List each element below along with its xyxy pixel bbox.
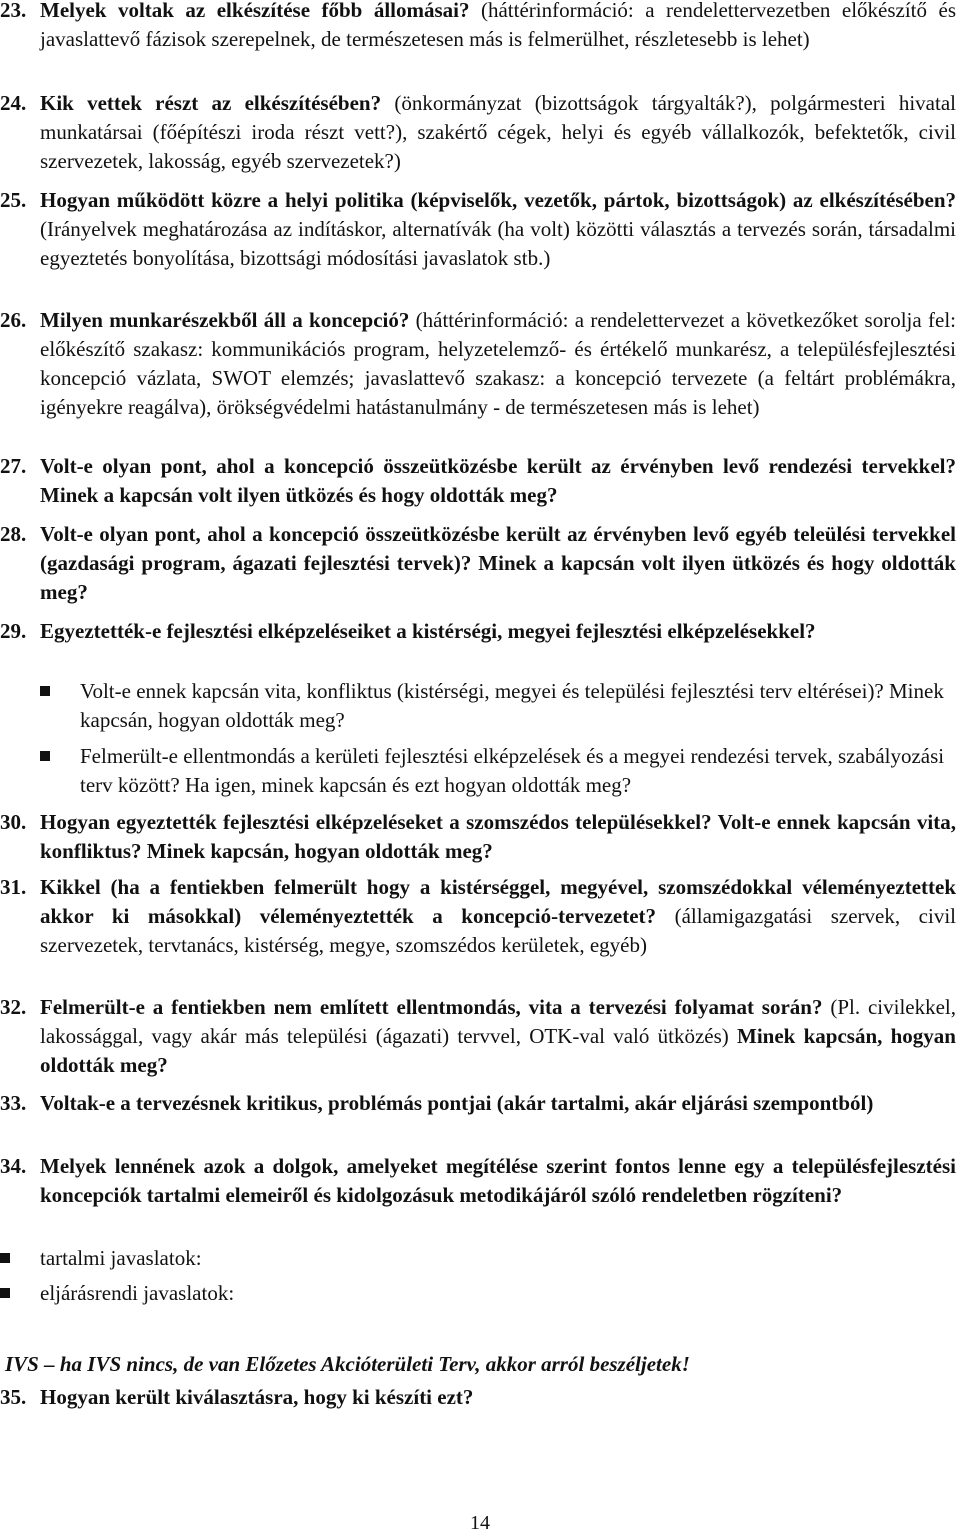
question-text: Hogyan egyeztették fejlesztési elképzeléseket a szomszédos településekkel? Volt-e ennek kapcsán vita, konfliktus? Minek kapcsán, hogyan oldották meg? — [40, 810, 956, 863]
question-text: Hogyan került kiválasztásra, hogy ki készíti ezt? — [40, 1385, 474, 1409]
question-32 — [0, 993, 957, 1080]
sub-item — [80, 742, 956, 800]
question-number: 23. — [0, 0, 27, 22]
square-bullet-icon — [0, 1288, 10, 1298]
question-text: Melyek voltak az elkészítése főbb állomásai? — [40, 0, 470, 22]
question-26 — [0, 306, 956, 422]
question-30 — [0, 808, 956, 866]
square-bullet-icon — [0, 1253, 10, 1263]
question-note: (Irányelvek meghatározása az indításkor, alternatívák (ha volt) közötti választás a tervezés során, társadalmi egyeztetés bonyolítása, bizottsági módosítási javaslatok stb.) — [40, 217, 956, 270]
question-text: Felmerült-e a fentiekben nem említett ellentmondás, vita a tervezési folyamat során? — [40, 995, 823, 1019]
question-text: Milyen munkarészekből áll a koncepció? — [40, 308, 410, 332]
question-28 — [0, 520, 956, 607]
bullet-text: eljárásrendi javaslatok: — [40, 1281, 235, 1305]
question-note: (háttérinformáció: a rendelettervezet a következőket sorolja fel: előkészítő szakasz: kommunikációs program, helyzetelemző- és értékelő munkarész, a településfejlesztési koncepció vázlata, SWOT elemzés; javaslattevő szakasz: a koncepció tervezete (a feltárt problémákra, igényekre reagálva), örökségvédelmi hatástanulmány - de természetesen más is lehet) — [40, 308, 956, 419]
question-number: 33. — [0, 1091, 27, 1115]
question-35 — [0, 1383, 956, 1412]
question-number: 24. — [0, 91, 27, 115]
question-number: 26. — [0, 308, 27, 332]
question-number: 31. — [0, 875, 27, 899]
question-text: Kik vettek részt az elkészítésében? — [40, 91, 382, 115]
question-text: Voltak-e a tervezésnek kritikus, problémás pontjai (akár tartalmi, akár eljárási szempontból) — [40, 1091, 874, 1115]
square-bullet-icon — [40, 686, 50, 696]
sub-item — [80, 677, 956, 735]
question-text: Volt-e olyan pont, ahol a koncepció összeütközésbe került az érvényben levő egyéb teleülési tervekkel (gazdasági program, ágazati fejlesztési tervek)? Minek a kapcsán volt ilyen ütközés és hogy oldották meg? — [40, 522, 956, 604]
section-heading: IVS – ha IVS nincs, de van Előzetes Akcióterületi Terv, akkor arról beszéljetek! — [5, 1352, 690, 1376]
question-number: 30. — [0, 810, 27, 834]
question-34 — [0, 1152, 956, 1210]
question-number: 32. — [0, 995, 27, 1019]
question-text: Hogyan működött közre a helyi politika (képviselők, vezetők, pártok, bizottságok) az elkészítésében? — [40, 188, 956, 212]
question-text: Egyeztették-e fejlesztési elképzeléseiket a kistérségi, megyei fejlesztési elképzelésekkel? — [40, 619, 816, 643]
question-25 — [0, 186, 956, 273]
question-number: 34. — [0, 1154, 27, 1178]
question-text: Melyek lennének azok a dolgok, amelyeket megítélése szerint fontos lenne egy a településfejlesztési koncepciók tartalmi elemeiről és kidolgozásuk metodikájáról szóló rendeletben rögzíteni? — [40, 1154, 956, 1207]
question-29 — [0, 617, 956, 646]
question-note: (önkormányzat (bizottságok tárgyalták?), polgármesteri hivatal munkatársai (főépítészi iroda részt vett?), szakértő cégek, helyi és egyéb vállalkozók, befektetők, civil szervezetek, lakosság, egyéb szervezetek?) — [40, 91, 956, 173]
question-text: Kikkel (ha a fentiekben felmerült hogy a kistérséggel, megyével, szomszédokkal véleményeztettek akkor ki másokkal) véleményeztették a koncepció-tervezetet? — [40, 875, 956, 928]
question-number: 35. — [0, 1385, 27, 1409]
square-bullet-icon — [40, 751, 50, 761]
question-23 — [0, 0, 956, 54]
question-note: (államigazgatási szervek, civil szervezetek, tervtanács, kistérség, megye, szomszédos kerületek, egyéb) — [40, 904, 956, 957]
question-number: 27. — [0, 454, 27, 478]
question-note: (Pl. civilekkel, lakossággal, vagy akár más települési (ágazati) tervvel, OTK-val való ütközés) — [40, 995, 957, 1048]
question-text-continued: Minek kapcsán, hogyan oldották meg? — [40, 1024, 956, 1077]
question-27 — [0, 452, 956, 510]
question-number: 29. — [0, 619, 27, 643]
question-24 — [0, 89, 956, 176]
question-number: 25. — [0, 188, 27, 212]
question-number: 28. — [0, 522, 27, 546]
sub-item-text: Volt-e ennek kapcsán vita, konfliktus (kistérségi, megyei és települési fejlesztési terv eltérései)? Minek kapcsán, hogyan oldották meg? — [80, 679, 944, 732]
question-31 — [0, 873, 956, 960]
question-33 — [0, 1089, 956, 1118]
sub-item-text: Felmerült-e ellentmondás a kerületi fejlesztési elképzelések és a megyei rendezési tervek, szabályozási terv között? Ha igen, minek kapcsán és ezt hogyan oldották meg? — [80, 744, 945, 797]
bullet-text: tartalmi javaslatok: — [40, 1246, 202, 1270]
question-text: Volt-e olyan pont, ahol a koncepció összeütközésbe került az érvényben levő rendezési tervekkel? Minek a kapcsán volt ilyen ütközés és hogy oldották meg? — [40, 454, 956, 507]
page-number: 14 — [470, 1512, 490, 1534]
bullet-item — [40, 1244, 202, 1273]
bullet-item — [40, 1279, 234, 1308]
question-note: (háttérinformáció: a rendelettervezetben előkészítő és javaslattevő fázisok szerepelnek, de természetesen más is felmerülhet, részletesebb is lehet) — [40, 0, 956, 51]
